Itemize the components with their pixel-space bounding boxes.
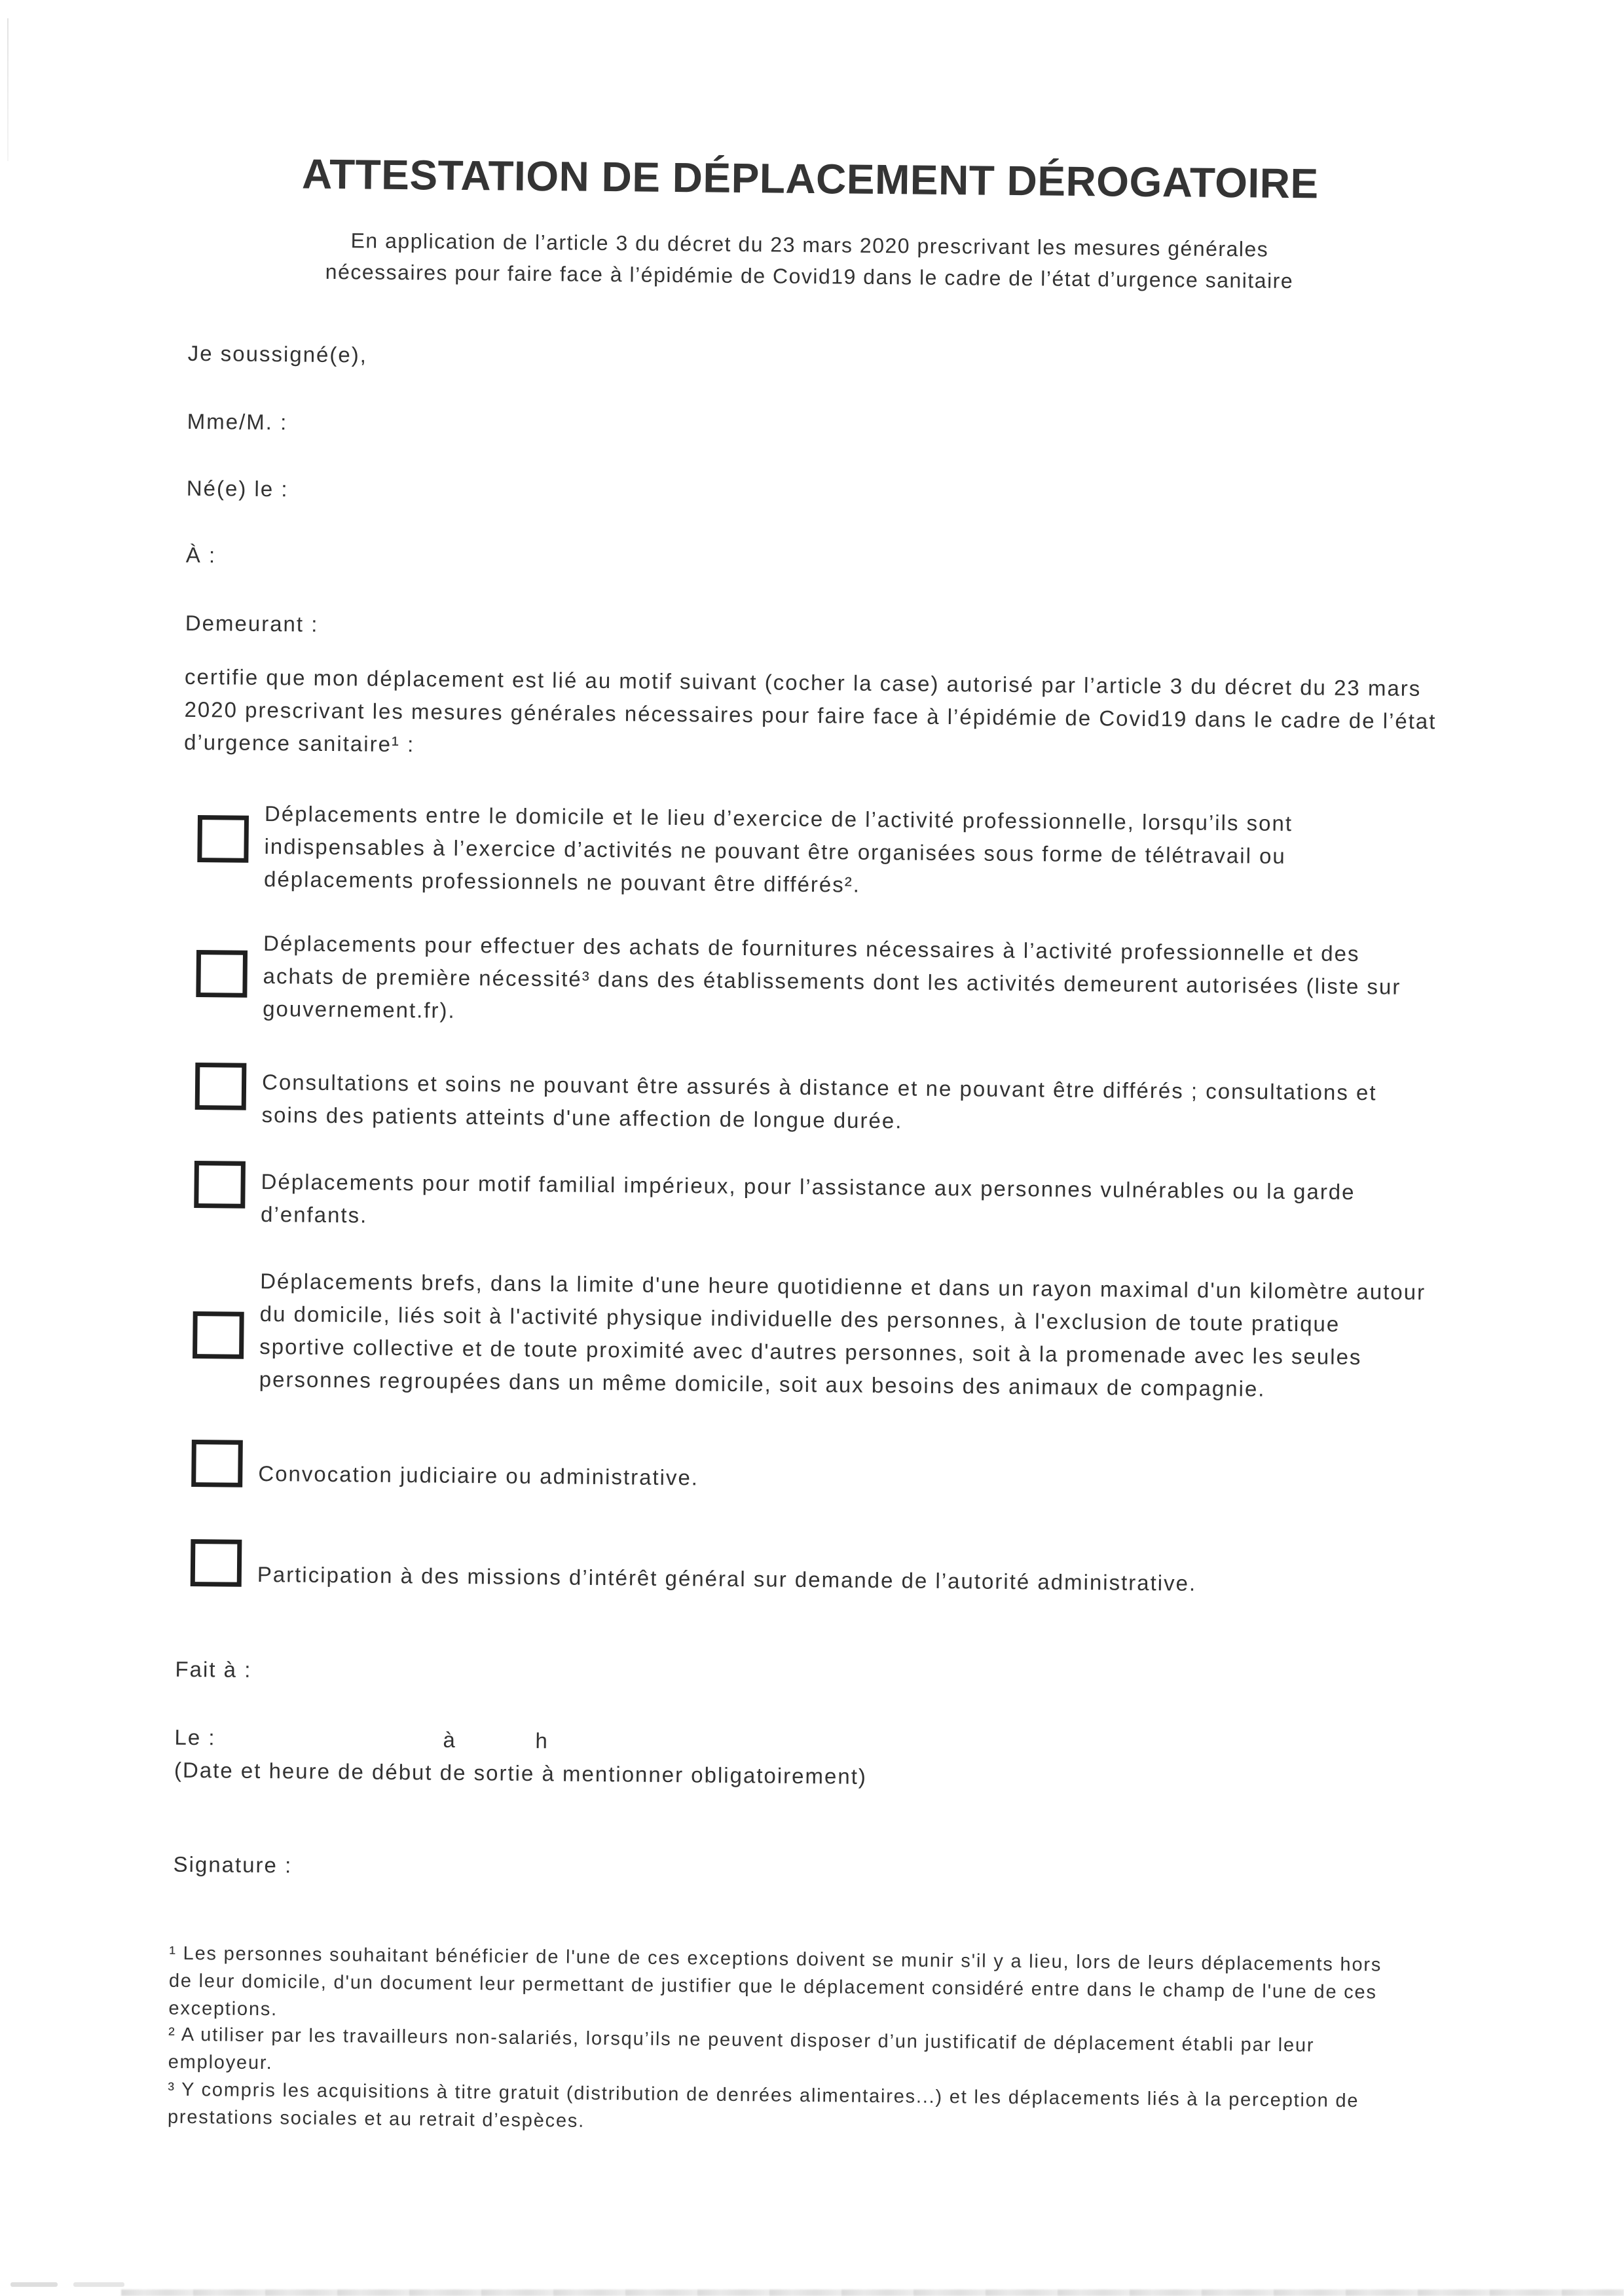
field-birthplace-label: À : [185,542,217,568]
a-time-label: à [443,1727,457,1752]
intro-line-2: nécessaires pour faire face à l’épidémie de Covid19 dans le cadre de l’état d’urgence sanitaire [325,259,1294,293]
field-birthdate [187,472,747,510]
field-soussigne-label: Je soussigné(e), [187,340,368,367]
hour-blank[interactable] [473,1726,525,1755]
reason-label-convocation: Convocation judiciaire ou administrative. [258,1461,699,1490]
scan-artifact-smudge-left-2 [73,2282,124,2287]
reason-label-travail: Déplacements entre le domicile et le lieu d’exercice de l’activité professionnelle, lorsqu’ils sont indispensables à l’exercice d’activités ne pouvant être organisées sous forme de télétravail ou déplacements professionnels ne pouvant être différés². [263,801,1293,897]
checkbox-motif-mission[interactable] [191,1539,242,1587]
field-birthplace-blank[interactable] [216,543,674,575]
field-address [185,607,777,646]
scan-artifact-smudge-left [10,2282,58,2287]
checkbox-motif-convocation[interactable] [191,1440,243,1487]
field-civility [187,405,747,443]
page-title: ATTESTATION DE DÉPLACEMENT DÉROGATOIRE [301,150,1320,208]
le-label: Le : [174,1724,216,1750]
field-address-label: Demeurant : [185,610,319,636]
fait-a-blank[interactable] [251,1658,710,1690]
certify-paragraph: certifie que mon déplacement est lié au motif suivant (cocher la case) autorisé par l’article 3 du décret du 23 mars 2020 prescrivant les mesures générales nécessaires pour faire face à l’épidémie de Covid19 dans le cadre de l’état d’urgence sanitaire¹ : [183,664,1437,757]
fait-a-label: Fait à : [175,1656,252,1682]
field-soussigne [188,337,368,372]
field-birthplace [186,539,675,576]
reason-label-achats: Déplacements pour effectuer des achats de fournitures nécessaires à l’activité professionnelle et des achats de première nécessité³ dans des établissements dont les activités demeurent autorisées (liste sur gouvernement.fr). [262,931,1401,1023]
reason-label-famille: Déplacements pour motif familial impérieux, pour l’assistance aux personnes vulnérables ou la garde d’enfants. [260,1169,1356,1228]
field-civility-label: Mme/M. : [187,409,288,435]
fait-a-row [175,1653,710,1691]
field-civility-blank[interactable] [287,410,746,443]
checkbox-motif-achats[interactable] [196,950,248,998]
checkbox-motif-famille[interactable] [194,1161,246,1209]
reason-label-sante: Consultations et soins ne pouvant être assurés à distance et ne pouvant être différés ; consultations et soins des patients atteints d'une affection de longue durée. [261,1070,1377,1133]
intro-line-1: En application de l’article 3 du décret du 23 mars 2020 prescrivant les mesures générales [350,228,1269,261]
footnote-2: ² A utiliser par les travailleurs non-salariés, lorsqu’ils ne peuvent disposer d’un justificatif de déplacement établi par leur employeur. [168,2024,1315,2074]
field-birthdate-label: Né(e) le : [186,475,289,501]
h-label: h [535,1728,549,1753]
field-address-blank[interactable] [318,612,777,644]
footnote-1: ¹ Les personnes souhaitant bénéficier de l'une de ces exceptions doivent se munir s'il y a lieu, lors de leurs déplacements hors de leur domicile, d'un document leur permettant de justifier que le déplacement considéré entre dans le champ de l'une de ces exceptions. [168,1942,1382,2020]
checkbox-motif-sante[interactable] [195,1063,247,1110]
scan-artifact-left-line [7,18,9,161]
checkbox-motif-travail[interactable] [197,815,249,863]
le-date-blank[interactable] [225,1724,428,1754]
field-birthdate-blank[interactable] [288,477,747,509]
footnote-3: ³ Y compris les acquisitions à titre gratuit (distribution de denrées alimentaires...) et les déplacements liés à la perception de prestations sociales et au retrait d’espèces. [167,2079,1359,2132]
scan-artifact-bottom-band [121,2289,1624,2296]
reason-label-activite-physique: Déplacements brefs, dans la limite d'une heure quotidienne et dans un rayon maximal d'un kilomètre autour du domicile, liés soit à l'activité physique individuelle des personnes, à l'exclusion de toute pratique sportive collective et de toute proximité avec d'autres personnes, soit à la promenade avec les seules personnes regroupées dans un même domicile, soit aux besoins des animaux de compagnie. [259,1269,1426,1401]
date-note: (Date et heure de début de sortie à mentionner obligatoirement) [174,1757,868,1789]
signature-area[interactable] [289,1849,814,1933]
checkbox-motif-activite-physique[interactable] [193,1311,244,1359]
reason-label-mission: Participation à des missions d’intérêt général sur demande de l’autorité administrative. [257,1561,1197,1595]
signature-label: Signature : [173,1851,293,1878]
